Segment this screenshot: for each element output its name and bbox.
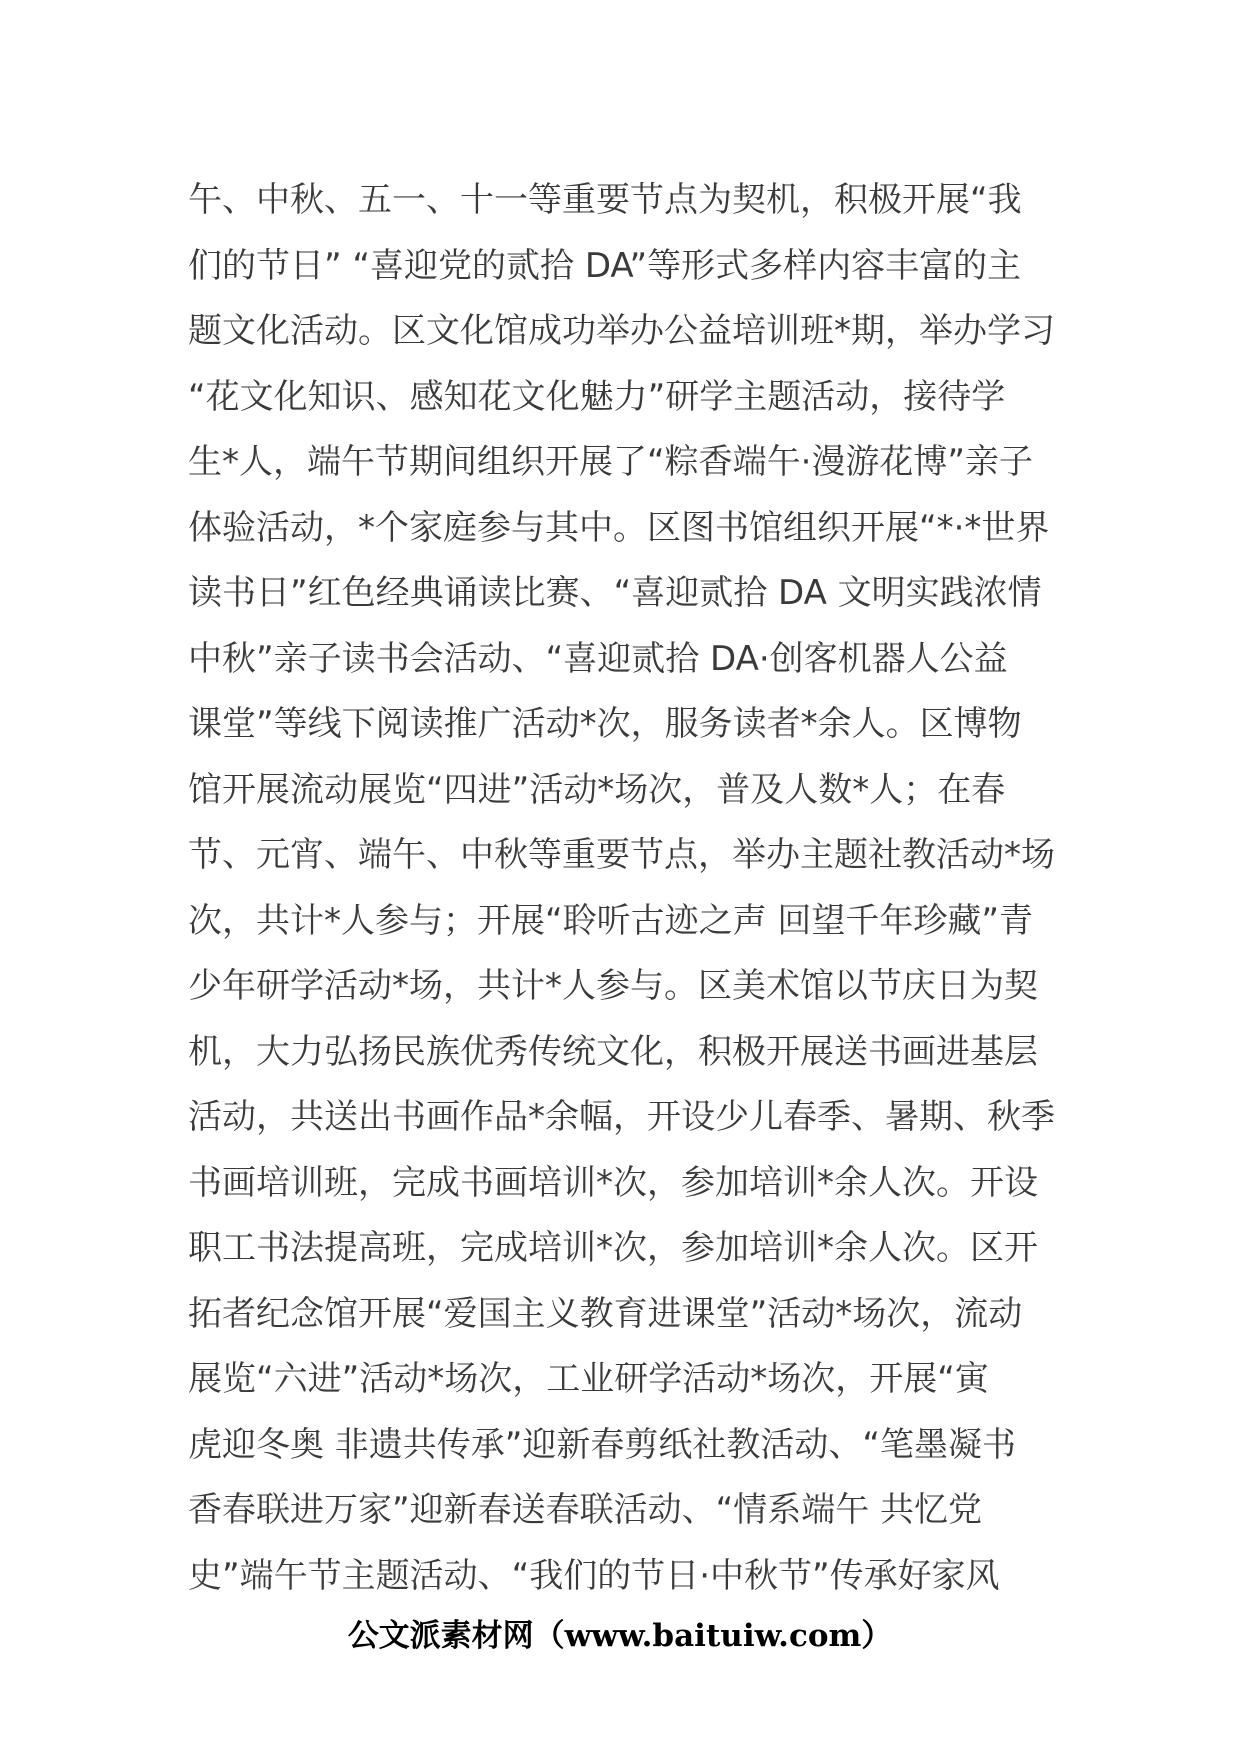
text-line: 节、元宵、端午、中秋等重要节点，举办主题社教活动*场 [188,835,1055,875]
text-line: 题文化活动。区文化馆成功举办公益培训班*期，举办学习 [188,311,1055,351]
text-line: 展览“六进”活动*场次，工业研学活动*场次，开展“寅 [188,1359,989,1399]
text-line: 虎迎冬奥 非遗共传承”迎新春剪纸社教活动、“笔墨凝书 [188,1424,1017,1465]
text-line: 午、中秋、五一、十一等重要节点为契机，积极开展“我 [188,180,1022,220]
text-line: 史”端午节主题活动、“我们的节日·中秋节”传承好家风 [188,1555,1000,1596]
text-line: 课堂”等线下阅读推广活动*次，服务读者*余人。区博物 [188,704,1022,744]
text-line: 们的节日” “喜迎党的贰拾 DA”等形式多样内容丰富的主 [188,245,1022,286]
text-line: 香春联进万家”迎新春送春联活动、“情系端午 共忆党 [188,1490,983,1530]
text-line: 馆开展流动展览“四进”活动*场次，普及人数*人；在春 [188,769,1006,810]
text-line: 活动，共送出书画作品*余幅，开设少儿春季、暑期、秋季 [188,1097,1055,1137]
text-line: 体验活动，*个家庭参与其中。区图书馆组织开展“*·*世界 [188,507,1050,548]
text-line: 职工书法提高班，完成培训*次，参加培训*余人次。区开 [188,1228,1038,1268]
text-line: 少年研学活动*场，共计*人参与。区美术馆以节庆日为契 [188,966,1038,1006]
text-line: 机，大力弘扬民族优秀传统文化，积极开展送书画进基层 [188,1031,1038,1072]
text-line: 生*人，端午节期间组织开展了“粽香端午·漫游花博”亲子 [188,442,1034,482]
text-line: 次，共计*人参与；开展“聆听古迹之声 回望千年珍藏”青 [188,900,1034,941]
text-line: “花文化知识、感知花文化魅力”研学主题活动，接待学 [188,376,1006,417]
text-line: 读书日”红色经典诵读比赛、“喜迎贰拾 DA 文明实践浓情 [188,573,1042,613]
text-line: 拓者纪念馆开展“爱国主义教育进课堂”活动*场次，流动 [188,1293,1023,1334]
body-text [188,168,1068,1609]
text-line: 书画培训班，完成书画培训*次，参加培训*余人次。开设 [188,1162,1038,1203]
footer-watermark: 公文派素材网（www.baituiw.com） [347,1618,893,1654]
text-line: 中秋”亲子读书会活动、“喜迎贰拾 DA·创客机器人公益 [188,638,1008,679]
